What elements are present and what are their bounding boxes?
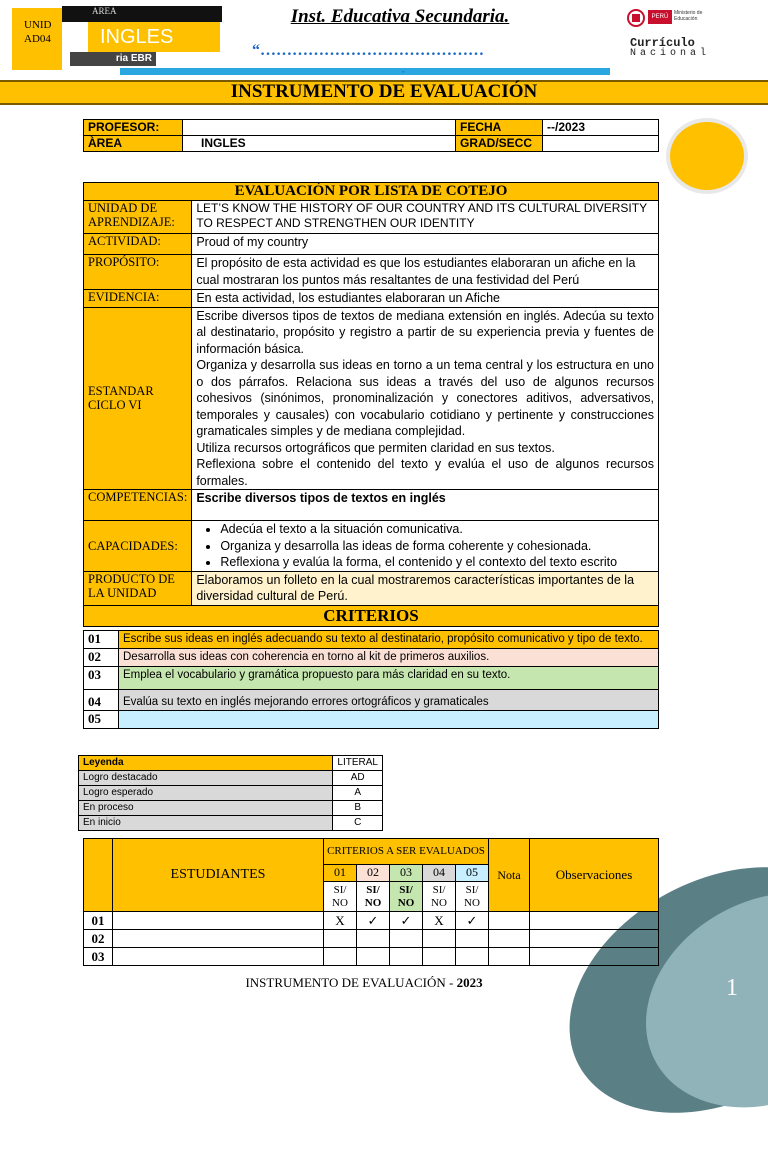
profesor-field[interactable]	[183, 120, 456, 136]
divider-quote: ”	[402, 70, 405, 79]
capacidades-value	[192, 521, 659, 572]
footer-year: 2023	[456, 975, 483, 990]
nota-cell[interactable]	[489, 912, 530, 930]
proposito-value: El propósito de esta actividad es que los estudiantes elaboraran un afiche en la cual mostraran los puntos más resaltantes de una festividad del Perú	[192, 255, 659, 290]
actividad-value: Proud of my country	[192, 234, 659, 255]
legend-row-value: A	[333, 786, 383, 801]
estandar-paragraph: Utiliza recursos ortográficos que permiten claridad en sus textos.	[196, 440, 555, 455]
legend-row-label: En proceso	[79, 801, 333, 816]
criterios-heading: CRITERIOS	[84, 605, 659, 626]
student-row-num: 02	[84, 930, 113, 948]
legend-row-value: B	[333, 801, 383, 816]
cotejo-table	[83, 182, 659, 627]
criterio-text: Emplea el vocabulario y gramática propuesto para más claridad en su texto.	[119, 667, 659, 690]
footer	[0, 975, 728, 991]
capacidad-item: • Reflexiona y evalúa la forma, el contenido y el contexto del texto escrito	[220, 554, 654, 571]
logo-title: Currículo	[630, 36, 695, 50]
cyan-divider	[120, 68, 610, 75]
observaciones-cell[interactable]	[530, 930, 659, 948]
shield-icon	[626, 8, 646, 28]
decorative-circle	[666, 118, 748, 194]
sino-label: SI/ NO	[390, 882, 423, 912]
profesor-label: PROFESOR:	[84, 120, 183, 136]
sino-label: SI/ NO	[456, 882, 489, 912]
crit-col-05: 05	[456, 864, 489, 881]
observaciones-header: Observaciones	[530, 839, 659, 912]
competencias-value: Escribe diversos tipos de textos en inglés	[192, 490, 659, 521]
legend-row-label: Logro destacado	[79, 771, 333, 786]
legend-header-value: LITERAL	[333, 756, 383, 771]
criterio-text: Escribe sus ideas en inglés adecuando su texto al destinatario, propósito comunicativo y tipo de texto.	[119, 631, 659, 649]
proposito-label: PROPÓSITO:	[84, 255, 192, 290]
capacidad-item: • Adecúa el texto a la situación comunicativa.	[220, 521, 654, 538]
mark-cell[interactable]	[357, 930, 390, 948]
student-name-field[interactable]	[113, 948, 324, 966]
estandar-label: ESTANDAR CICLO VI	[84, 307, 192, 490]
competencias-label: COMPETENCIAS:	[84, 490, 192, 521]
institution-title: Inst. Educativa Secundaria.	[290, 6, 510, 27]
area-strip	[62, 6, 222, 22]
mark-cell[interactable]: ✓	[390, 912, 423, 930]
grad-field[interactable]	[543, 136, 659, 152]
legend-header-label: Leyenda	[79, 756, 333, 771]
mark-cell[interactable]: X	[423, 912, 456, 930]
fecha-field[interactable]: --/2023	[543, 120, 659, 136]
criterio-num: 05	[84, 711, 119, 729]
students-table	[83, 838, 659, 966]
criterios-evaluados-header: CRITERIOS A SER EVALUADOS	[324, 839, 489, 865]
criterio-num: 04	[84, 690, 119, 711]
capacidad-item: • Organiza y desarrolla las ideas de forma coherente y cohesionada.	[220, 538, 654, 555]
criterio-num: 02	[84, 649, 119, 667]
evidencia-value: En esta actividad, los estudiantes elaboraran un Afiche	[192, 290, 659, 308]
area-label: ÀREA	[84, 136, 183, 152]
area-field[interactable]: INGLES	[183, 136, 456, 152]
student-name-field[interactable]	[113, 930, 324, 948]
criterio-text: Evalúa su texto en inglés mejorando errores ortográficos y gramaticales	[119, 690, 659, 711]
ingles-badge: INGLES	[88, 22, 220, 52]
evidencia-label: EVIDENCIA:	[84, 290, 192, 308]
criterios-table	[83, 630, 659, 729]
nota-header: Nota	[489, 839, 530, 912]
crit-col-02: 02	[357, 864, 390, 881]
footer-text: INSTRUMENTO DE EVALUACIÓN -	[245, 975, 457, 990]
mark-cell[interactable]	[390, 948, 423, 966]
mark-cell[interactable]	[423, 948, 456, 966]
criterio-text	[119, 711, 659, 729]
producto-value: Elaboramos un folleto en la cual mostraremos características importantes de la diversidad cultural de Perú.	[192, 571, 659, 605]
observaciones-cell[interactable]	[530, 912, 659, 930]
mark-cell[interactable]: ✓	[357, 912, 390, 930]
grad-label: GRAD/SECC	[456, 136, 543, 152]
unidad-label: UNIDAD DE APRENDIZAJE:	[84, 201, 192, 234]
fecha-label: FECHA	[456, 120, 543, 136]
legend-row-value: C	[333, 816, 383, 831]
crit-col-01: 01	[324, 864, 357, 881]
estudiantes-header: ESTUDIANTES	[113, 839, 324, 912]
mark-cell[interactable]	[456, 930, 489, 948]
crit-col-04: 04	[423, 864, 456, 881]
sino-label: SI/ NO	[324, 882, 357, 912]
logo-subtitle: Nacional	[630, 48, 711, 59]
mark-cell[interactable]: X	[324, 912, 357, 930]
logo-ministry: Ministerio de Educación	[674, 10, 703, 22]
actividad-label: ACTIVIDAD:	[84, 234, 192, 255]
unid-badge: UNID AD04	[12, 8, 62, 70]
area-small-label: AREA	[92, 6, 117, 16]
mark-cell[interactable]	[324, 930, 357, 948]
legend-row-label: En inicio	[79, 816, 333, 831]
mark-cell[interactable]	[456, 948, 489, 966]
estandar-paragraph: Escribe diversos tipos de textos de mediana extensión en inglés. Adecúa su texto al destinatario, propósito y registro a partir de su experiencia previa y fuentes de información básica.	[196, 308, 654, 356]
producto-label: PRODUCTO DE LA UNIDAD	[84, 571, 192, 605]
mark-cell[interactable]	[357, 948, 390, 966]
mark-cell[interactable]	[324, 948, 357, 966]
crit-col-03: 03	[390, 864, 423, 881]
page-number: 1	[726, 975, 738, 1001]
cotejo-heading: EVALUACIÓN POR LISTA DE COTEJO	[84, 183, 659, 201]
student-num-header	[84, 839, 113, 912]
unidad-value: LET’S KNOW THE HISTORY OF OUR COUNTRY AND ITS CULTURAL DIVERSITY TO RESPECT AND STRENGTHEN OUR IDENTITY	[192, 201, 659, 234]
ebr-strip: ria EBR	[70, 52, 156, 66]
estandar-value	[192, 307, 659, 490]
mark-cell[interactable]	[390, 930, 423, 948]
student-row-num: 01	[84, 912, 113, 930]
criterio-text: Desarrolla sus ideas con coherencia en torno al kit de primeros auxilios.	[119, 649, 659, 667]
criterio-num: 01	[84, 631, 119, 649]
capacidades-label: CAPACIDADES:	[84, 521, 192, 572]
nota-cell[interactable]	[489, 930, 530, 948]
student-row-num: 03	[84, 948, 113, 966]
estandar-paragraph: Reflexiona sobre el contenido del texto y evalúa el uso de algunos recursos formales.	[196, 457, 654, 488]
mark-cell[interactable]: ✓	[456, 912, 489, 930]
student-name-field[interactable]	[113, 912, 324, 930]
mark-cell[interactable]	[423, 930, 456, 948]
estandar-paragraph: Organiza y desarrolla sus ideas en torno a un tema central y los estructura en uno o dos párrafos. Relaciona sus ideas a través del uso de algunos recursos cohesivos (sinónimos, pronominalización y conectores aditivos, adversativos, temporales y causales) con vocabulario cotidiano y pertinente y construcciones gramaticales simples y de mediana complejidad.	[196, 358, 654, 438]
observaciones-cell[interactable]	[530, 948, 659, 966]
sino-label: SI/ NO	[357, 882, 390, 912]
nota-cell[interactable]	[489, 948, 530, 966]
info-table	[83, 119, 659, 152]
legend-row-label: Logro esperado	[79, 786, 333, 801]
criterio-num: 03	[84, 667, 119, 690]
logo-peru: PERÚ	[648, 10, 672, 24]
legend-row-value: AD	[333, 771, 383, 786]
sino-label: SI/ NO	[423, 882, 456, 912]
page-title: INSTRUMENTO DE EVALUACIÓN	[230, 81, 538, 102]
institution-dots: “……………………………………	[252, 42, 484, 59]
legend-table	[78, 755, 383, 831]
